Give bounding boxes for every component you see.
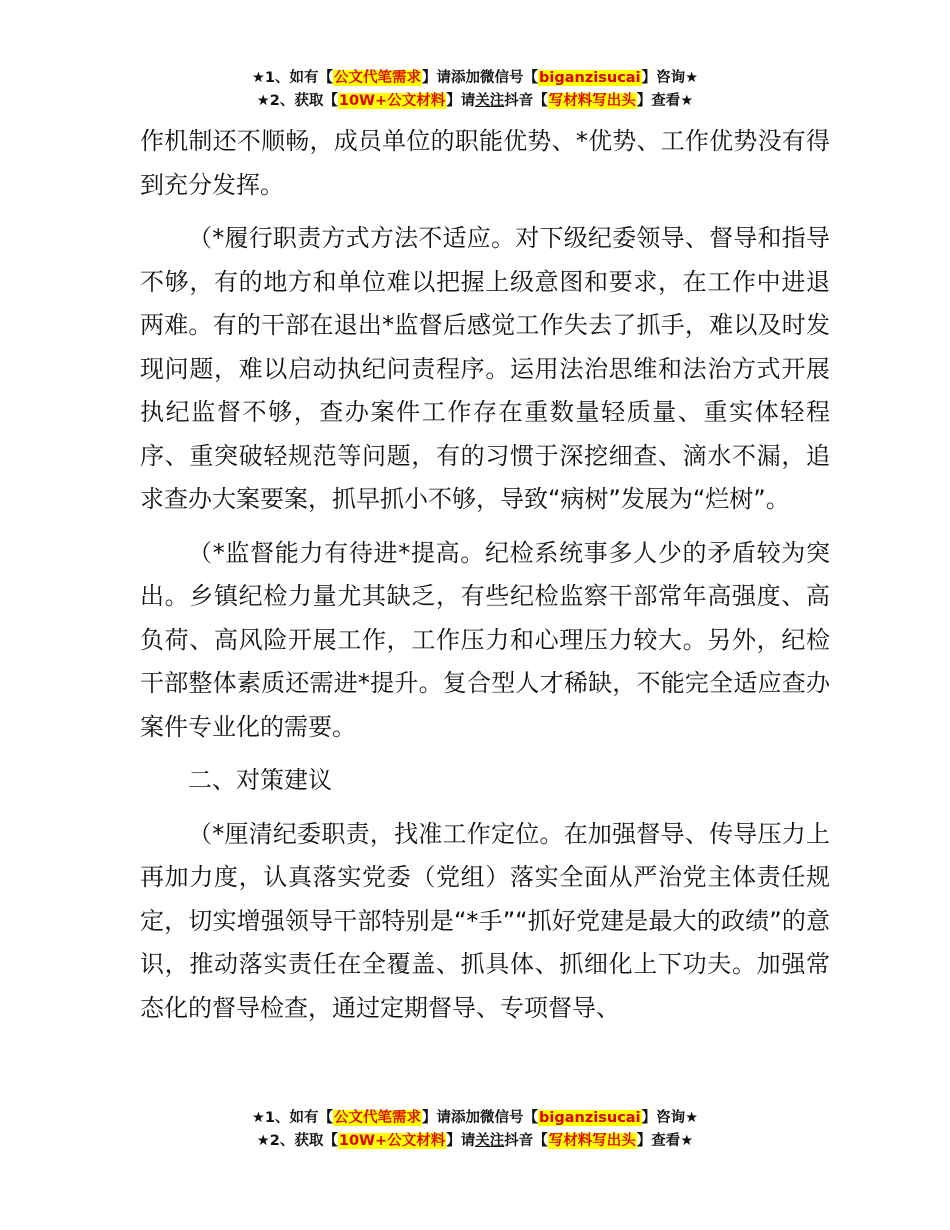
- header-banner: [0, 67, 950, 113]
- banner-text: ★2、获取【: [256, 93, 338, 109]
- banner-text: 】请添加微信号【: [422, 1110, 539, 1126]
- banner-follow-text: 关注: [475, 93, 505, 109]
- highlight-ghostwriting: 公文代笔需求: [334, 70, 422, 86]
- banner-line-1: [0, 1107, 950, 1130]
- banner-text: 】查看★: [636, 93, 694, 109]
- paragraph-duty-methods: （*履行职责方式方法不适应。对下级纪委领导、督导和指导不够，有的地方和单位难以把握上级意图和要求，在工作中进退两难。有的干部在退出*监督后感觉工作失去了抓手，难以及时发现问题，难以启动执纪问责程序。运用法治思维和法治方式开展执纪监督不够，查办案件工作存在重数量轻质量、重实体轻程序、重突破轻规范等问题，有的习惯于深挖细查、滴水不漏，追求查办大案要案，抓早抓小不够，导致“病树”发展为“烂树”。: [140, 224, 830, 513]
- banner-line-2: [0, 90, 950, 113]
- banner-text: ★1、如有【: [251, 70, 334, 86]
- banner-text: 】查看★: [636, 1133, 694, 1149]
- paragraph-continuation: 作机制还不顺畅，成员单位的职能优势、*优势、工作优势没有得到充分发挥。: [140, 127, 830, 199]
- highlight-douyin-account: 写材料写出头: [548, 1133, 636, 1149]
- highlight-wechat-id: biganzisucai: [539, 70, 641, 86]
- banner-text: 】请添加微信号【: [422, 70, 539, 86]
- paragraph-clarify-duties: （*厘清纪委职责，找准工作定位。在加强督导、传导压力上再加力度，认真落实党委（党组）落实全面从严治党主体责任规定，切实增强领导干部特别是“*手”“抓好党建是最大的政绩”的意识，推动落实责任在全覆盖、抓具体、抓细化上下功夫。加强常态化的督导检查，通过定期督导、专项督导、: [140, 819, 830, 1022]
- footer-banner: [0, 1107, 950, 1153]
- banner-line-1: [0, 67, 950, 90]
- highlight-materials: 10W+公文材料: [338, 1133, 446, 1149]
- highlight-douyin-account: 写材料写出头: [548, 93, 636, 109]
- highlight-wechat-id: biganzisucai: [539, 1110, 641, 1126]
- paragraph-supervision-capacity: （*监督能力有待进*提高。纪检系统事多人少的矛盾较为突出。乡镇纪检力量尤其缺乏，有些纪检监察干部常年高强度、高负荷、高风险开展工作，工作压力和心理压力较大。另外，纪检干部整体素质还需进*提升。复合型人才稀缺，不能完全适应查办案件专业化的需要。: [140, 538, 830, 741]
- banner-text: 】请: [446, 93, 476, 109]
- section-heading: 二、对策建议: [188, 766, 332, 794]
- banner-text: 】咨询★: [641, 70, 699, 86]
- banner-line-2: [0, 1130, 950, 1153]
- banner-text: 】请: [446, 1133, 476, 1149]
- banner-text: ★1、如有【: [251, 1110, 334, 1126]
- banner-text: ★2、获取【: [256, 1133, 338, 1149]
- banner-text: 抖音【: [504, 93, 548, 109]
- banner-text: 抖音【: [504, 1133, 548, 1149]
- banner-text: 】咨询★: [641, 1110, 699, 1126]
- document-body: [140, 120, 830, 1040]
- highlight-materials: 10W+公文材料: [338, 93, 446, 109]
- banner-follow-text: 关注: [475, 1133, 505, 1149]
- highlight-ghostwriting: 公文代笔需求: [334, 1110, 422, 1126]
